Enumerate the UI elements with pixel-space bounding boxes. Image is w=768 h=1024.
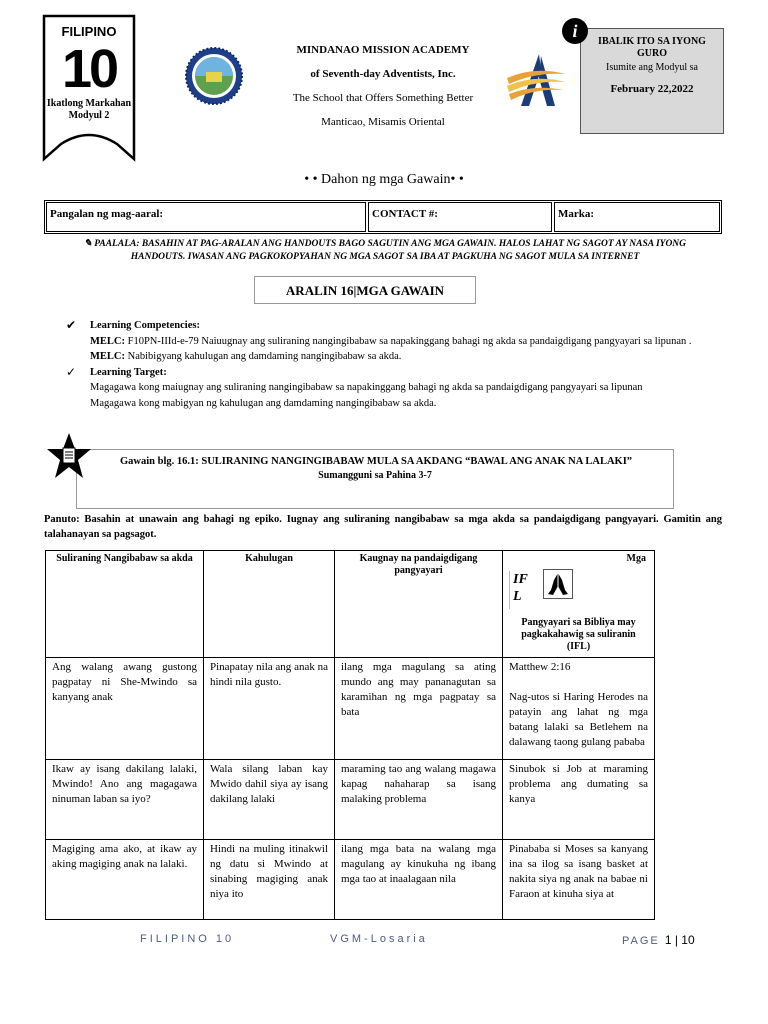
target-2: Magagawa kong mabigyan ng kahulugan ang damdaming nangingibabaw sa akda. bbox=[90, 397, 437, 409]
table-cell: Sinubok si Job at maraming problema ang dumating sa kanya bbox=[503, 760, 655, 840]
badge-grade: 10 bbox=[61, 39, 117, 99]
praying-hands-icon bbox=[543, 569, 573, 599]
school-tagline: The School that Offers Something Better bbox=[292, 92, 474, 104]
melc2-text: Nabibigyang kahulugan ang damdaming nangingibabaw sa akda. bbox=[125, 351, 402, 362]
ifl-label-line2: L bbox=[513, 589, 522, 604]
table-cell: Magiging ama ako, at ikaw ay aking magiging anak na lalaki. bbox=[46, 840, 204, 920]
table-cell: Pinapatay nila ang anak na hindi nila gusto. bbox=[204, 658, 335, 760]
table-cell: ilang mga magulang sa ating mundo ang may pananagutan sa karamihan ng mga pagpatay sa bata bbox=[335, 658, 503, 760]
target-1: Magagawa kong maiugnay ang suliraning nangingibabaw sa napakinggang bahagi ng akda sa pandaigdigang pangyayari sa lipunan bbox=[90, 382, 643, 393]
table-row bbox=[46, 840, 655, 920]
melc2-label: MELC: bbox=[90, 351, 125, 362]
bible-event-caption: Pangyayari sa Bibliya may pagkakahawig sa suliranin (IFL) bbox=[521, 617, 636, 652]
table-cell: Pinababa si Moses sa kanyang ina sa ilog sa isang basket at nakita siya ng anak na babae ni Faraon at kinuha siya at bbox=[503, 840, 655, 920]
badge-subject: FILIPINO bbox=[61, 24, 117, 39]
table-header-row bbox=[46, 551, 655, 658]
return-instruction: IBALIK ITO SA IYONG GURO bbox=[598, 36, 706, 59]
page-title: • • Dahon ng mga Gawain• • bbox=[304, 172, 464, 187]
school-seal-icon bbox=[184, 46, 244, 106]
header-meaning: Kahulugan bbox=[204, 551, 335, 658]
table-row bbox=[46, 658, 655, 760]
table-cell: Hindi na muling itinakwil ng datu si Mwindo at sinabing magiging anak niya ito bbox=[204, 840, 335, 920]
table-row bbox=[46, 760, 655, 840]
header-mga: Mga bbox=[626, 553, 646, 564]
table-cell: Matthew 2:16 Nag-utos si Haring Herodes na patayin ang lahat ng mga batang lalaki sa Betlehem na dalawang taong gulang pababa bbox=[503, 658, 655, 760]
badge-quarter bbox=[42, 98, 136, 122]
footer-page-number: 1 | 10 bbox=[664, 933, 695, 947]
header-problem: Suliraning Nangibabaw sa akda bbox=[46, 551, 204, 658]
footer-subject: FILIPINO 10 bbox=[140, 933, 235, 945]
student-name-field[interactable]: Pangalan ng mag-aaral: bbox=[46, 202, 366, 232]
table-cell: ilang mga bata na walang mga magulang ay kinukuha ng ibang mga tao at inaalagaan nila bbox=[335, 840, 503, 920]
competencies-heading: Learning Competencies: bbox=[90, 320, 200, 331]
ifl-label-line1: IF bbox=[513, 572, 528, 587]
due-date: February 22,2022 bbox=[610, 83, 694, 95]
header-bible-event bbox=[503, 551, 655, 658]
school-affiliation: of Seventh-day Adventists, Inc. bbox=[310, 68, 456, 80]
melc1-text: F10PN-IIId-e-79 Naiuugnay ang suliraning nangingibabaw sa napakinggang bahagi ng akda sa pandaigdigang pangyayari sa lipunan . bbox=[125, 335, 692, 347]
table-cell: maraming tao ang walang magawa kapag nahaharap sa isang malaking problema bbox=[335, 760, 503, 840]
school-name: MINDANAO MISSION ACADEMY bbox=[296, 44, 470, 56]
info-icon: i bbox=[562, 18, 588, 44]
target-heading: Learning Target: bbox=[90, 366, 167, 378]
instructions: Panuto: Basahin at unawain ang bahagi ng epiko. Iugnay ang suliraning nangibabaw sa mga akda sa pandaigdigang pangyayari. Gamitin ang talahanayan sa pagsagot. bbox=[44, 514, 722, 540]
student-info-row bbox=[44, 200, 722, 234]
contact-field[interactable]: CONTACT #: bbox=[368, 202, 552, 232]
activity-title: Gawain blg. 16.1: SULIRANING NANGINGIBABAW MULA SA AKDANG “BAWAL ANG ANAK NA LALAKI” bbox=[119, 456, 633, 467]
star-icon bbox=[46, 432, 92, 480]
checkmark-icon: ✔ bbox=[66, 318, 77, 332]
badge-module: Modyul 2 bbox=[68, 110, 110, 121]
header-world-event: Kaugnay na pandaigdigang pangyayari bbox=[335, 551, 503, 658]
activity-table bbox=[45, 550, 655, 920]
score-field[interactable]: Marka: bbox=[554, 202, 720, 232]
reminder-note: ✎ PAALALA: BASAHIN AT PAG-ARALAN ANG HANDOUTS BAGO SAGUTIN ANG MGA GAWAIN. HALOS LAHAT NG SAGOT AY NASA IYONG HANDOUTS. IWASAN ANG PAGKOKOPYAHAN NG MGA SAGOT SA IBA AT PAGKUHA NG SAGOT MULA SA INTERNET bbox=[83, 239, 687, 262]
submission-box bbox=[580, 28, 724, 134]
submit-label: Isumite ang Modyul sa bbox=[606, 62, 698, 73]
footer-page-label: PAGE bbox=[622, 935, 660, 947]
activity-box bbox=[76, 449, 674, 509]
melc1-label: MELC: bbox=[90, 335, 125, 347]
badge-quarter-text: Ikatlong Markahan bbox=[46, 98, 132, 109]
ifl-label bbox=[509, 571, 543, 609]
lesson-title: ARALIN 16|MGA GAWAIN bbox=[254, 276, 476, 304]
subject-badge bbox=[42, 14, 136, 164]
adventist-logo-icon bbox=[505, 52, 567, 108]
competencies-section bbox=[66, 318, 722, 411]
footer-author: VGM-Losaria bbox=[330, 933, 428, 945]
table-cell: Wala silang laban kay Mwido dahil siya ay isang dakilang lalaki bbox=[204, 760, 335, 840]
table-cell: Ikaw ay isang dakilang lalaki, Mwindo! Ano ang magagawa ninuman laban sa iyo? bbox=[46, 760, 204, 840]
activity-reference: Sumangguni sa Pahina 3-7 bbox=[318, 470, 432, 481]
table-cell: Ang walang awang gustong pagpatay ni She-Mwindo sa kanyang anak bbox=[46, 658, 204, 760]
checkmark-icon: ✓ bbox=[66, 364, 77, 379]
school-header bbox=[258, 44, 508, 140]
school-location: Manticao, Misamis Oriental bbox=[321, 116, 445, 128]
footer-page bbox=[622, 933, 695, 947]
